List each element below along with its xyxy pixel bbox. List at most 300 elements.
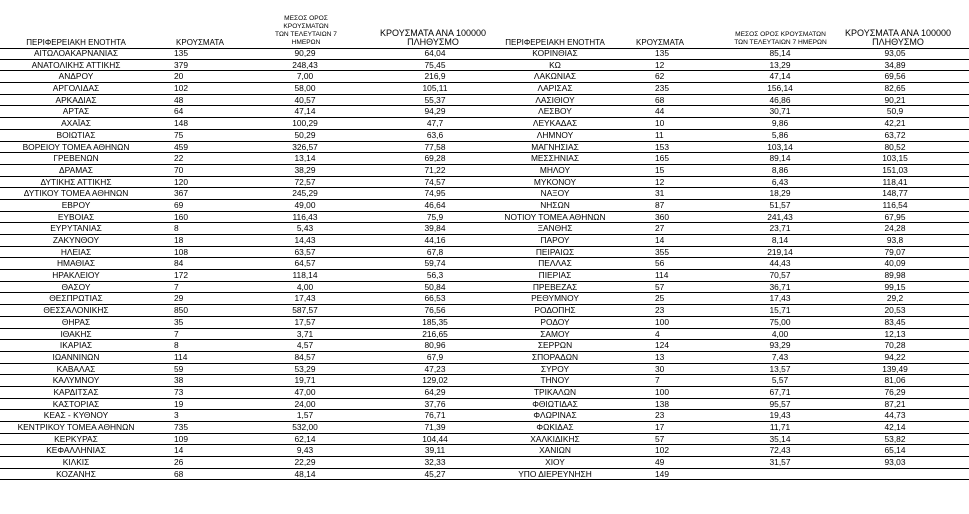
avg7-cell: 587,57: [292, 305, 318, 316]
cases-cell: 26: [174, 457, 184, 468]
cases-cell: 19: [174, 398, 184, 409]
per100k-cell: 89,98: [884, 270, 906, 281]
table-row: [0, 60, 490, 72]
per100k-cell: 46,64: [424, 199, 446, 210]
avg7-cell: 4,00: [296, 281, 314, 292]
cases-cell: 62: [655, 71, 665, 82]
region-cell: ΒΟΡΕΙΟΥ ΤΟΜΕΑ ΑΘΗΝΩΝ: [22, 141, 130, 152]
region-cell: ΘΑΣΟΥ: [61, 281, 91, 292]
avg7-cell: 35,14: [769, 433, 791, 444]
table-row: [490, 130, 969, 142]
per100k-cell: 185,35: [422, 316, 448, 327]
table-row: [490, 434, 969, 446]
region-cell: ΡΟΔΟΥ: [540, 316, 570, 327]
region-cell: ΑΝΔΡΟΥ: [58, 71, 94, 82]
cases-cell: 14: [655, 235, 665, 245]
avg7-cell: 89,14: [769, 153, 791, 164]
per100k-cell: 70,28: [884, 340, 906, 351]
region-cell: ΗΛΕΙΑΣ: [60, 246, 92, 257]
table-row: [0, 282, 490, 294]
cases-cell: 8: [174, 223, 179, 234]
cases-cell: 23: [655, 410, 665, 421]
avg7-cell: 326,57: [292, 141, 318, 152]
region-cell: ΚΟΖΑΝΗΣ: [56, 468, 96, 479]
region-cell: ΜΥΚΟΝΟΥ: [533, 176, 577, 187]
table-row: [490, 71, 969, 83]
per100k-cell: 87,21: [884, 398, 906, 409]
table-row: [0, 200, 490, 212]
table-row: [490, 212, 969, 224]
per100k-cell: 151,03: [882, 164, 908, 175]
table-row: [0, 48, 490, 60]
avg7-cell: 17,43: [294, 293, 316, 304]
avg7-cell: 84,57: [294, 351, 316, 362]
cases-cell: 735: [174, 422, 188, 432]
table-row: [490, 95, 969, 107]
per100k-cell: 76,56: [424, 305, 446, 316]
table-row: [490, 364, 969, 376]
cases-cell: 12: [655, 59, 665, 70]
table-row: [0, 364, 490, 376]
table-row: [490, 457, 969, 469]
region-cell: ΝΗΣΩΝ: [540, 199, 570, 210]
per100k-cell: 64,04: [424, 48, 446, 58]
cases-cell: 23: [655, 305, 665, 316]
header-region-text: ΠΕΡΙΦΕΡΕΙΑΚΗ ΕΝΟΤΗΤΑ: [505, 38, 605, 47]
per100k-cell: 42,21: [884, 118, 906, 129]
per100k-cell: 94,29: [424, 106, 446, 117]
per100k-cell: 67,9: [426, 351, 444, 362]
table-row: [490, 422, 969, 434]
avg7-cell: 9,43: [296, 445, 314, 456]
cases-cell: 68: [174, 468, 184, 479]
cases-cell: 148: [174, 118, 188, 129]
avg7-cell: 9,86: [771, 118, 789, 129]
avg7-cell: 53,29: [294, 363, 316, 374]
per100k-cell: 148,77: [882, 188, 908, 199]
per100k-cell: 32,33: [424, 457, 446, 468]
per100k-cell: 64,29: [424, 386, 446, 397]
cases-cell: 15: [655, 164, 665, 175]
table-row: [490, 317, 969, 329]
table-row: [0, 399, 490, 411]
header-region-text: ΠΕΡΙΦΕΡΕΙΑΚΗ ΕΝΟΤΗΤΑ: [26, 38, 126, 47]
region-cell: ΗΡΑΚΛΕΙΟΥ: [52, 270, 100, 281]
avg7-cell: 11,71: [769, 422, 791, 432]
region-cell: ΚΟΡΙΝΘΙΑΣ: [532, 48, 578, 58]
avg7-cell: 19,71: [294, 375, 316, 386]
table-row: [490, 106, 969, 118]
header-per100k-line2: ΠΛΗΘΥΣΜΟ: [872, 37, 924, 47]
table-row: [490, 293, 969, 305]
cases-cell: 235: [655, 83, 669, 94]
region-cell: ΘΗΡΑΣ: [61, 316, 91, 327]
avg7-cell: 47,14: [769, 71, 791, 82]
table-row: [490, 247, 969, 259]
cases-cell: 64: [174, 106, 184, 117]
cases-cell: 38: [174, 375, 184, 386]
cases-cell: 124: [655, 340, 669, 351]
avg7-cell: 532,00: [292, 422, 318, 432]
avg7-cell: 8,86: [771, 164, 789, 175]
cases-cell: 18: [174, 235, 184, 245]
cases-cell: 360: [655, 211, 669, 222]
cases-cell: 379: [174, 59, 188, 70]
per100k-cell: 65,14: [884, 445, 906, 456]
avg7-cell: 13,57: [769, 363, 791, 374]
per100k-cell: 53,82: [884, 433, 906, 444]
avg7-cell: 64,57: [294, 258, 316, 269]
per100k-cell: 116,54: [882, 199, 908, 210]
avg7-cell: [745, 469, 815, 481]
cases-cell: 108: [174, 246, 188, 257]
region-cell: ΡΕΘΥΜΝΟΥ: [531, 293, 579, 304]
avg7-cell: 48,14: [294, 468, 316, 479]
region-cell: ΑΧΑΪΑΣ: [61, 118, 91, 129]
avg7-cell: 15,71: [769, 305, 791, 316]
region-cell: ΧΑΛΚΙΔΙΚΗΣ: [530, 433, 580, 444]
per100k-cell: 118,41: [882, 176, 908, 187]
cases-cell: 160: [174, 211, 188, 222]
region-cell: ΚΕΝΤΡΙΚΟΥ ΤΟΜΕΑ ΑΘΗΝΩΝ: [17, 422, 135, 432]
per100k-cell: 76,71: [424, 410, 446, 421]
table-row: [490, 258, 969, 270]
header-region: [490, 19, 620, 47]
region-cell: ΜΕΣΣΗΝΙΑΣ: [530, 153, 580, 164]
per100k-cell: 75,9: [426, 211, 444, 222]
region-cell: ΖΑΚΥΝΘΟΥ: [52, 235, 100, 245]
table-row: [0, 422, 490, 434]
cases-cell: 14: [174, 445, 184, 456]
avg7-cell: 5,86: [771, 129, 789, 140]
region-cell: ΙΩΑΝΝΙΝΩΝ: [52, 351, 100, 362]
cases-cell: 138: [655, 398, 669, 409]
header-avg-line1: ΜΕΣΟΣ ΟΡΟΣ ΚΡΟΥΣΜΑΤΩΝ: [735, 31, 826, 38]
region-cell: ΦΛΩΡΙΝΑΣ: [533, 410, 577, 421]
per100k-cell: 82,65: [884, 83, 906, 94]
header-per100k-line2: ΠΛΗΘΥΣΜΟ: [407, 37, 459, 47]
cases-cell: 459: [174, 141, 188, 152]
per100k-cell: 93,03: [884, 457, 906, 468]
table-row: [490, 410, 969, 422]
per100k-cell: 12,13: [884, 328, 906, 339]
region-cell: ΞΑΝΘΗΣ: [537, 223, 573, 234]
avg7-cell: 72,57: [294, 176, 316, 187]
per100k-cell: 77,58: [424, 141, 446, 152]
cases-cell: 109: [174, 433, 188, 444]
region-cell: ΠΡΕΒΕΖΑΣ: [532, 281, 578, 292]
header-avg: [262, 15, 350, 47]
per100k-cell: 80,96: [424, 340, 446, 351]
cases-cell: 48: [174, 94, 184, 105]
header-cases: [170, 19, 230, 47]
table-row: [490, 153, 969, 165]
table-row: [0, 130, 490, 142]
right-rows: [490, 48, 969, 480]
table-row: [0, 270, 490, 282]
region-cell: ΚΑΛΥΜΝΟΥ: [52, 375, 100, 386]
table-row: [490, 48, 969, 60]
per100k-cell: 29,2: [886, 293, 904, 304]
region-cell: ΧΙΟΥ: [545, 457, 565, 468]
avg7-cell: 3,71: [296, 328, 314, 339]
header-avg-line2: ΤΩΝ ΤΕΛΕΥΤΑΙΩΝ 7 ΗΜΕΡΩΝ: [734, 39, 827, 46]
cases-cell: 75: [174, 129, 184, 140]
avg7-cell: 241,43: [767, 211, 793, 222]
per100k-cell: 63,72: [884, 129, 906, 140]
table-row: [490, 469, 969, 481]
region-cell: ΑΡΚΑΔΙΑΣ: [55, 94, 97, 105]
cases-cell: 87: [655, 199, 665, 210]
table-row: [490, 329, 969, 341]
region-cell: ΔΥΤΙΚΗΣ ΑΤΤΙΚΗΣ: [40, 176, 112, 187]
table-row: [490, 387, 969, 399]
table-row: [490, 188, 969, 200]
per100k-cell: 93,05: [884, 48, 906, 58]
cases-cell: 68: [655, 94, 665, 105]
avg7-cell: 17,43: [769, 293, 791, 304]
avg7-cell: 219,14: [767, 246, 793, 257]
cases-cell: 22: [174, 153, 184, 164]
region-cell: ΙΘΑΚΗΣ: [60, 328, 92, 339]
region-cell: ΚΑΡΔΙΤΣΑΣ: [53, 386, 99, 397]
table-row: [0, 340, 490, 352]
cases-cell: 57: [655, 281, 665, 292]
table-row: [490, 60, 969, 72]
per100k-cell: 20,53: [884, 305, 906, 316]
avg7-cell: 95,57: [769, 398, 791, 409]
cases-cell: 135: [655, 48, 669, 58]
avg7-cell: 47,00: [294, 386, 316, 397]
avg7-cell: 36,71: [769, 281, 791, 292]
per100k-cell: 50,84: [424, 281, 446, 292]
cases-cell: 114: [174, 351, 188, 362]
region-cell: ΑΡΤΑΣ: [62, 106, 90, 117]
avg7-cell: 47,14: [294, 106, 316, 117]
avg7-cell: 38,29: [294, 164, 316, 175]
table-row: [0, 375, 490, 387]
cases-cell: 12: [655, 176, 665, 187]
cases-cell: 31: [655, 188, 665, 199]
region-cell: ΚΩ: [549, 59, 561, 70]
region-cell: ΚΑΒΑΛΑΣ: [56, 363, 96, 374]
region-cell: ΕΥΡΥΤΑΝΙΑΣ: [50, 223, 102, 234]
cases-cell: 114: [655, 270, 669, 281]
per100k-cell: 81,06: [884, 375, 906, 386]
avg7-cell: 70,57: [769, 270, 791, 281]
per100k-cell: 44,16: [424, 235, 446, 245]
header-per100k-line1: ΚΡΟΥΣΜΑΤΑ ΑΝΑ 100000: [845, 28, 951, 38]
table-row: [490, 375, 969, 387]
table-row: [490, 340, 969, 352]
avg7-cell: 5,57: [771, 375, 789, 386]
region-cell: ΔΡΑΜΑΣ: [59, 164, 93, 175]
avg7-cell: 6,43: [771, 176, 789, 187]
region-cell: ΗΜΑΘΙΑΣ: [56, 258, 96, 269]
region-cell: ΔΥΤΙΚΟΥ ΤΟΜΕΑ ΑΘΗΝΩΝ: [23, 188, 129, 199]
cases-cell: 25: [655, 293, 665, 304]
avg7-cell: 40,57: [294, 94, 316, 105]
table-row: [490, 305, 969, 317]
header-avg-line1: ΜΕΣΟΣ ΟΡΟΣ ΚΡΟΥΣΜΑΤΩΝ: [283, 15, 329, 30]
table-row: [0, 106, 490, 118]
per100k-cell: 71,22: [424, 164, 446, 175]
region-cell: ΛΑΣΙΘΙΟΥ: [535, 94, 575, 105]
per100k-cell: 24,28: [884, 223, 906, 234]
cases-cell: 56: [655, 258, 665, 269]
table-row: [490, 200, 969, 212]
header-avg: [723, 19, 838, 47]
per100k-cell: 76,29: [884, 386, 906, 397]
per100k-cell: 69,28: [424, 153, 446, 164]
table-row: [0, 445, 490, 457]
table-row: [490, 223, 969, 235]
cases-cell: 35: [174, 316, 184, 327]
table-row: [490, 282, 969, 294]
per100k-cell: 99,15: [884, 281, 906, 292]
cases-cell: 120: [174, 176, 188, 187]
region-cell: ΣΥΡΟΥ: [540, 363, 570, 374]
cases-cell: 84: [174, 258, 184, 269]
cases-cell: 149: [655, 468, 669, 479]
cases-cell: 3: [174, 410, 179, 421]
cases-cell: 850: [174, 305, 188, 316]
region-cell: ΛΑΚΩΝΙΑΣ: [533, 71, 577, 82]
table-row: [490, 270, 969, 282]
cases-cell: 27: [655, 223, 665, 234]
avg7-cell: 13,14: [294, 153, 316, 164]
region-cell: ΓΡΕΒΕΝΩΝ: [53, 153, 99, 164]
avg7-cell: 44,43: [769, 258, 791, 269]
avg7-cell: 118,14: [292, 270, 318, 281]
region-cell: ΡΟΔΟΠΗΣ: [534, 305, 576, 316]
per100k-cell: 74,95: [424, 188, 446, 199]
avg7-cell: 46,86: [769, 94, 791, 105]
cases-cell: 69: [174, 199, 184, 210]
per100k-cell: 69,56: [884, 71, 906, 82]
avg7-cell: 116,43: [292, 211, 318, 222]
cases-cell: 17: [655, 422, 665, 432]
per100k-cell: 129,02: [422, 375, 448, 386]
table-row: [0, 153, 490, 165]
per100k-cell: 139,49: [882, 363, 908, 374]
avg7-cell: 50,29: [294, 129, 316, 140]
header-per100k: [838, 19, 958, 47]
per100k-cell: 105,11: [422, 83, 448, 94]
per100k-cell: 90,21: [884, 94, 906, 105]
per100k-cell: 67,95: [884, 211, 906, 222]
region-cell: ΑΡΓΟΛΙΔΑΣ: [52, 83, 100, 94]
per100k-cell: 80,52: [884, 141, 906, 152]
header-avg-line2: ΤΩΝ ΤΕΛΕΥΤΑΙΩΝ 7 ΗΜΕΡΩΝ: [275, 31, 337, 46]
region-cell: ΣΑΜΟΥ: [540, 328, 570, 339]
cases-cell: 102: [174, 83, 188, 94]
per100k-cell: 216,65: [422, 328, 448, 339]
table-row: [0, 177, 490, 189]
header-region: [0, 19, 152, 47]
avg7-cell: 63,57: [294, 246, 316, 257]
per100k-cell: 104,44: [422, 433, 448, 444]
region-cell: ΑΝΑΤΟΛΙΚΗΣ ΑΤΤΙΚΗΣ: [31, 59, 121, 70]
table-row: [0, 212, 490, 224]
region-cell: ΧΑΝΙΩΝ: [539, 445, 571, 456]
avg7-cell: 31,57: [769, 457, 791, 468]
per100k-cell: 55,37: [424, 94, 446, 105]
table-row: [490, 142, 969, 154]
table-row: [0, 305, 490, 317]
per100k-cell: 94,22: [884, 351, 906, 362]
cases-cell: 20: [174, 71, 184, 82]
region-cell: ΤΡΙΚΑΛΩΝ: [533, 386, 577, 397]
region-cell: ΠΙΕΡΙΑΣ: [538, 270, 572, 281]
cases-cell: 11: [655, 129, 664, 140]
table-row: [0, 118, 490, 130]
avg7-cell: 100,29: [292, 118, 318, 129]
cases-cell: 153: [655, 141, 669, 152]
region-cell: ΦΘΙΩΤΙΔΑΣ: [532, 398, 578, 409]
per100k-cell: 47,23: [424, 363, 446, 374]
table-row: [0, 258, 490, 270]
table-row: [0, 83, 490, 95]
cases-cell: 29: [174, 293, 184, 304]
region-cell: ΛΕΥΚΑΔΑΣ: [532, 118, 578, 129]
region-cell: ΜΗΛΟΥ: [539, 164, 571, 175]
table-row: [0, 469, 490, 481]
avg7-cell: 248,43: [292, 59, 318, 70]
per100k-cell: 59,74: [424, 258, 446, 269]
left-rows: [0, 48, 490, 480]
region-cell: ΚΑΣΤΟΡΙΑΣ: [52, 398, 100, 409]
cases-cell: 44: [655, 106, 665, 117]
avg7-cell: 58,00: [294, 83, 316, 94]
table-row: [0, 434, 490, 446]
region-cell: ΣΕΡΡΩΝ: [537, 340, 573, 351]
avg7-cell: 18,29: [769, 188, 791, 199]
avg7-cell: 24,00: [294, 398, 316, 409]
per100k-cell: 39,11: [424, 445, 446, 456]
avg7-cell: 8,14: [771, 235, 789, 245]
avg7-cell: 93,29: [769, 340, 791, 351]
region-cell: ΚΕΑΣ - ΚΥΘΝΟΥ: [43, 410, 109, 421]
header-cases: [630, 19, 690, 47]
table-row: [490, 352, 969, 364]
avg7-cell: 4,57: [296, 340, 314, 351]
table-row: [0, 95, 490, 107]
cases-cell: 13: [655, 351, 665, 362]
avg7-cell: 72,43: [769, 445, 791, 456]
avg7-cell: 1,57: [296, 410, 314, 421]
table-row: [0, 188, 490, 200]
avg7-cell: 49,00: [294, 199, 316, 210]
avg7-cell: 67,71: [769, 386, 791, 397]
region-cell: ΝΑΞΟΥ: [540, 188, 570, 199]
per100k-cell: 42,14: [884, 422, 906, 432]
cases-cell: 49: [655, 457, 665, 468]
avg7-cell: 30,71: [769, 106, 791, 117]
cases-cell: 102: [655, 445, 669, 456]
cases-cell: 57: [655, 433, 665, 444]
region-cell: ΛΕΣΒΟΥ: [538, 106, 572, 117]
per100k-cell: 37,76: [424, 398, 446, 409]
per100k-cell: 50,9: [886, 106, 904, 117]
per100k-cell: 34,89: [884, 59, 906, 70]
table-row: [490, 235, 969, 247]
cases-cell: 172: [174, 270, 188, 281]
region-cell: ΚΙΛΚΙΣ: [62, 457, 90, 468]
header-cases-text: ΚΡΟΥΣΜΑΤΑ: [176, 38, 224, 47]
region-cell: ΝΟΤΙΟΥ ΤΟΜΕΑ ΑΘΗΝΩΝ: [504, 211, 606, 222]
per100k-cell: 93,8: [886, 235, 904, 245]
